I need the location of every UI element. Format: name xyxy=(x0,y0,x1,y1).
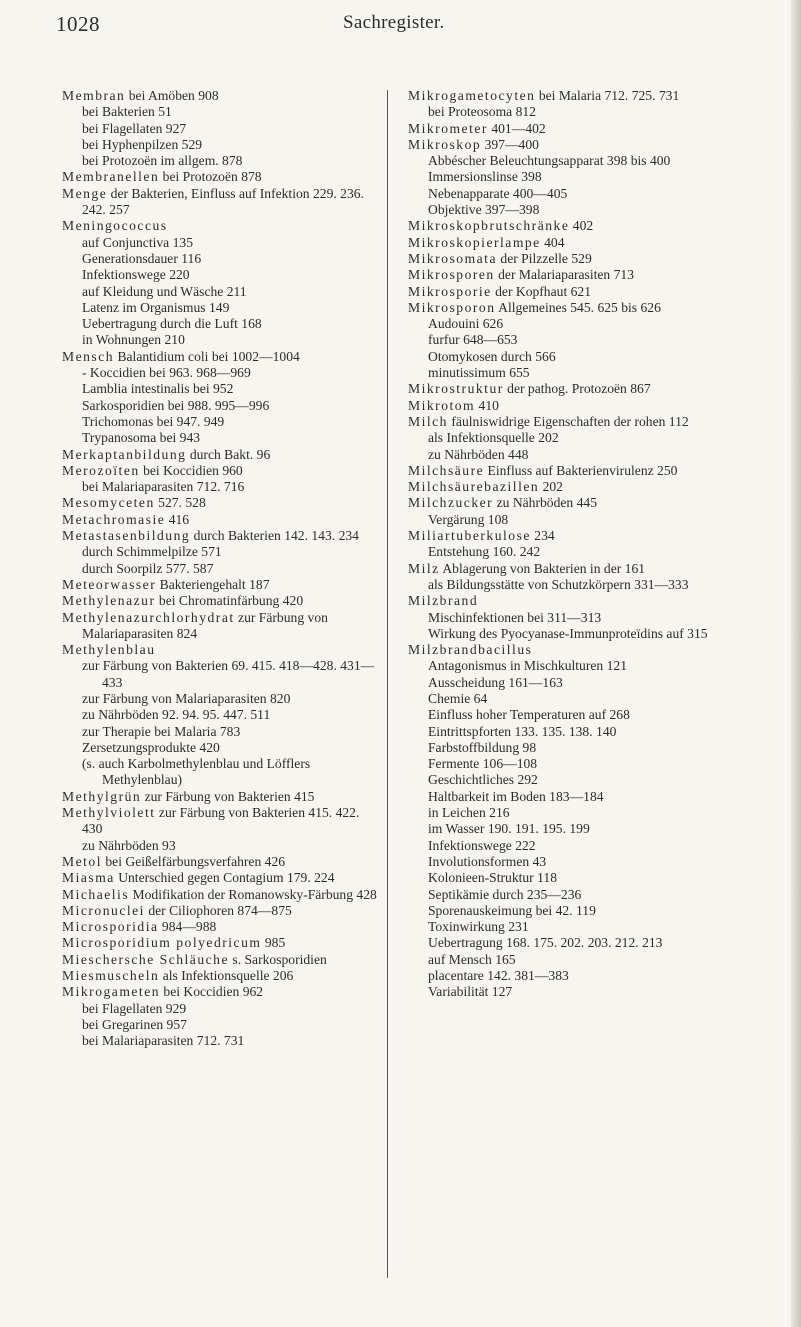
index-headword: Miasma xyxy=(62,870,115,886)
index-headword: Mikrogametocyten xyxy=(408,88,536,103)
index-entry-text: Uebertragung 168. 175. 202. 203. 212. 213 xyxy=(428,935,663,951)
index-subentry xyxy=(62,414,380,430)
index-entry-text: zur Färbung von Bakterien 415 xyxy=(141,788,315,804)
index-entry-text: der Ciliophoren 874—875 xyxy=(144,902,292,918)
index-headword: Microsporidium polyedricum xyxy=(62,935,262,951)
page-number: 1028 xyxy=(56,12,100,36)
index-entry-text: zur Färbung von Bakterien 69. 415. 418—428. 431—433 xyxy=(82,658,375,690)
index-subentry xyxy=(408,935,748,951)
index-entry xyxy=(62,870,380,886)
index-entry-text: zu Nährböden 445 xyxy=(493,495,598,511)
index-entry-text: bei Koccidien 960 xyxy=(139,462,243,478)
index-entry-text: der Bakterien, Einfluss auf Infektion 229. 236. 242. 257 xyxy=(82,185,364,218)
index-entry-text: der Pilzzelle 529 xyxy=(497,250,592,266)
index-entry-text: Farbstoffbildung 98 xyxy=(428,739,537,755)
index-subentry xyxy=(62,235,380,251)
index-entry-text: bei Hyphenpilzen 529 xyxy=(82,136,203,152)
index-entry-text: bei Bakterien 51 xyxy=(82,104,172,120)
index-headword: Mesomyceten xyxy=(62,495,155,511)
index-entry-text: bei Proteosoma 812 xyxy=(428,104,536,120)
index-subentry xyxy=(408,332,748,348)
index-headword: Milch xyxy=(408,413,448,429)
index-entry-text: Antagonismus in Mischkulturen 121 xyxy=(428,658,627,674)
index-subentry xyxy=(62,137,380,153)
index-entry xyxy=(62,495,380,511)
page-title: Sachregister. xyxy=(343,12,445,33)
index-entry-text: (s. auch Karbolmethylenblau und Löfflers Methylenblau) xyxy=(82,756,311,788)
index-subentry xyxy=(62,332,380,348)
index-entry-text: auf Conjunctiva 135 xyxy=(82,234,193,250)
index-entry-text: bei Flagellaten 927 xyxy=(82,120,187,136)
index-headword: Micronuclei xyxy=(62,902,145,918)
index-entry-text: bei Protozoën 878 xyxy=(159,169,262,185)
index-entry-text: als Bildungsstätte von Schutzkörpern 331—333 xyxy=(428,576,689,592)
index-entry-text: Eintrittspforten 133. 135. 138. 140 xyxy=(428,723,617,739)
index-entry-text: Entstehung 160. 242 xyxy=(428,544,541,560)
index-entry xyxy=(408,235,748,251)
index-entry xyxy=(62,805,380,838)
index-headword: Merozoïten xyxy=(62,462,140,478)
index-subentry xyxy=(408,724,748,740)
index-subentry xyxy=(62,104,380,120)
index-entry-text: zu Nährböden 448 xyxy=(428,446,529,462)
index-entry xyxy=(408,381,748,397)
index-entry-text: 410 xyxy=(475,397,499,413)
index-subentry xyxy=(408,577,748,593)
index-entry-text: bei Malariaparasiten 712. 716 xyxy=(82,479,245,495)
index-subentry xyxy=(62,1001,380,1017)
index-subentry xyxy=(408,104,748,120)
index-entry-text: bei Protozoën im allgem. 878 xyxy=(82,153,243,169)
index-entry-text: Vergärung 108 xyxy=(428,511,509,527)
index-entry-text: Infektionswege 222 xyxy=(428,837,536,853)
index-entry xyxy=(408,218,748,234)
index-entry xyxy=(62,186,380,219)
index-entry xyxy=(408,463,748,479)
index-entry-text: Involutionsformen 43 xyxy=(428,853,547,869)
index-entry xyxy=(408,121,748,137)
index-subentry xyxy=(408,740,748,756)
index-entry-text: Uebertragung durch die Luft 168 xyxy=(82,316,262,332)
index-subentry xyxy=(62,707,380,723)
index-subentry xyxy=(62,756,380,789)
index-entry-text: bei Malariaparasiten 712. 731 xyxy=(82,1033,245,1049)
index-entry-text: s. Sarkosporidien xyxy=(229,951,327,967)
index-headword: Meningococcus xyxy=(62,218,168,234)
index-entry-text: der pathog. Protozoën 867 xyxy=(503,381,651,397)
index-subentry xyxy=(408,919,748,935)
index-entry-text: Abbéscher Beleuchtungsapparat 398 bis 400 xyxy=(428,153,671,169)
index-entry xyxy=(408,528,748,544)
index-subentry xyxy=(62,153,380,169)
index-subentry xyxy=(62,251,380,267)
index-subentry xyxy=(62,267,380,283)
index-headword: Mikrosomata xyxy=(408,250,497,266)
index-entry-text: bei Koccidien 962 xyxy=(160,984,264,1000)
index-entry xyxy=(62,952,380,968)
index-entry-text: Einfluss auf Bakterienvirulenz 250 xyxy=(484,462,678,478)
index-entry xyxy=(62,854,380,870)
index-entry-text: in Leichen 216 xyxy=(428,805,510,821)
index-entry-text: 234 xyxy=(530,528,555,544)
index-entry-text: Zersetzungsprodukte 420 xyxy=(82,739,220,755)
index-headword: Methylgrün xyxy=(62,788,142,804)
index-entry xyxy=(62,512,380,528)
index-headword: Methylenazur xyxy=(62,593,156,609)
index-entry-text: der Kopfhaut 621 xyxy=(491,283,592,299)
index-headword: Membran xyxy=(62,88,126,103)
index-entry-text: der Malariaparasiten 713 xyxy=(494,267,635,283)
index-entry xyxy=(408,300,748,316)
index-subentry xyxy=(408,756,748,772)
index-entry-text: 416 xyxy=(165,511,190,527)
index-entry xyxy=(408,267,748,283)
index-entry xyxy=(62,789,380,805)
index-headword: Mikrotom xyxy=(408,397,476,413)
index-headword: Miesmuscheln xyxy=(62,968,160,984)
index-subentry xyxy=(408,153,748,169)
index-headword: Mikrosporen xyxy=(408,267,495,283)
index-entry-text: zur Färbung von Malariaparasiten 824 xyxy=(82,609,328,641)
index-entry-text: zu Nährböden 92. 94. 95. 447. 511 xyxy=(82,707,271,723)
index-entry-text: auf Kleidung und Wäsche 211 xyxy=(82,283,247,299)
index-subentry xyxy=(62,1017,380,1033)
index-subentry xyxy=(408,854,748,870)
index-subentry xyxy=(62,381,380,397)
index-entry xyxy=(408,251,748,267)
index-headword: Milchsäure xyxy=(408,462,485,478)
index-headword: Mikrogameten xyxy=(62,984,161,1000)
index-subentry xyxy=(408,968,748,984)
index-subentry xyxy=(408,903,748,919)
index-headword: Mikrosporie xyxy=(408,283,492,299)
index-entry xyxy=(62,903,380,919)
index-subentry xyxy=(408,610,748,626)
index-entry xyxy=(408,479,748,495)
index-entry-text: Septikämie durch 235—236 xyxy=(428,886,582,902)
index-entry-text: Ablagerung von Bakterien in der 161 xyxy=(439,560,646,576)
index-subentry xyxy=(408,169,748,185)
index-entry-text: 985 xyxy=(261,935,286,951)
index-entry-text: bei Flagellaten 929 xyxy=(82,1000,187,1016)
index-entry-text: minutissimum 655 xyxy=(428,365,530,381)
index-entry-text: bei Malaria 712. 725. 731 xyxy=(535,88,680,103)
index-entry xyxy=(62,88,380,104)
index-headword: Mikrosporon xyxy=(408,299,496,315)
index-headword: Mikroskopbrutschränke xyxy=(408,218,570,234)
index-entry-text: Sporenauskeimung bei 42. 119 xyxy=(428,902,596,918)
index-entry xyxy=(62,218,380,234)
index-headword: Milzbrand xyxy=(408,593,479,609)
index-headword: Mikrostruktur xyxy=(408,381,504,397)
index-entry-text: durch Schimmelpilze 571 xyxy=(82,544,222,560)
index-entry-text: zur Therapie bei Malaria 783 xyxy=(82,723,241,739)
index-subentry xyxy=(408,952,748,968)
index-entry xyxy=(62,528,380,544)
index-entry xyxy=(408,593,748,609)
index-entry xyxy=(62,349,380,365)
index-subentry xyxy=(408,772,748,788)
index-entry-text: 401—402 xyxy=(487,120,546,136)
index-headword: Metol xyxy=(62,853,102,869)
index-headword: Mensch xyxy=(62,348,115,364)
index-headword: Milchzucker xyxy=(408,495,494,511)
index-entry xyxy=(62,919,380,935)
index-entry xyxy=(408,284,748,300)
index-headword: Metachromasie xyxy=(62,511,166,527)
index-subentry xyxy=(408,430,748,446)
index-entry xyxy=(62,887,380,903)
index-entry-text: Allgemeines 545. 625 bis 626 xyxy=(495,299,661,315)
index-entry xyxy=(408,561,748,577)
index-entry xyxy=(62,463,380,479)
index-entry-text: Objektive 397—398 xyxy=(428,202,540,218)
index-entry-text: Otomykosen durch 566 xyxy=(428,348,556,364)
index-subentry xyxy=(408,349,748,365)
index-subentry xyxy=(62,838,380,854)
index-entry xyxy=(62,984,380,1000)
index-column-right xyxy=(408,88,748,1001)
index-headword: Milz xyxy=(408,560,440,576)
index-entry xyxy=(62,577,380,593)
index-entry-text: Balantidium coli bei 1002—1004 xyxy=(114,348,300,364)
index-subentry xyxy=(62,740,380,756)
index-entry-text: zur Färbung von Malariaparasiten 820 xyxy=(82,690,291,706)
index-entry-text: 402 xyxy=(569,218,594,234)
index-subentry xyxy=(62,121,380,137)
index-entry-text: 404 xyxy=(540,234,565,250)
index-entry-text: Chemie 64 xyxy=(428,690,488,706)
index-subentry xyxy=(408,805,748,821)
index-entry-text: Trypanosoma bei 943 xyxy=(82,430,201,446)
index-subentry xyxy=(408,658,748,674)
index-entry xyxy=(62,169,380,185)
index-entry xyxy=(408,137,748,153)
index-entry-text: 527. 528 xyxy=(154,495,206,511)
index-headword: Metastasenbildung xyxy=(62,528,191,544)
index-entry-text: Toxinwirkung 231 xyxy=(428,919,529,935)
index-headword: Mieschersche Schläuche xyxy=(62,951,229,967)
index-entry-text: Modifikation der Romanowsky-Färbung 428 xyxy=(129,886,377,902)
index-headword: Mikroskopierlampe xyxy=(408,234,541,250)
index-subentry xyxy=(408,365,748,381)
index-entry xyxy=(62,447,380,463)
index-subentry xyxy=(408,202,748,218)
index-entry-text: 397—400 xyxy=(481,136,539,152)
index-entry-text: furfur 648—653 xyxy=(428,332,518,348)
index-entry-text: Audouini 626 xyxy=(428,316,504,332)
index-subentry xyxy=(62,365,380,381)
index-headword: Microsporidia xyxy=(62,919,159,935)
page-edge-shadow xyxy=(791,0,801,1327)
index-entry-text: Bakteriengehalt 187 xyxy=(156,576,270,592)
index-headword: Mikroskop xyxy=(408,136,482,152)
index-subentry xyxy=(408,512,748,528)
index-entry xyxy=(62,610,380,643)
index-entry-text: durch Bakterien 142. 143. 234 xyxy=(190,528,359,544)
index-entry-text: 202 xyxy=(539,479,563,495)
index-headword: Miliartuberkulose xyxy=(408,528,531,544)
index-subentry xyxy=(62,300,380,316)
index-subentry xyxy=(62,724,380,740)
index-headword: Milzbrandbacillus xyxy=(408,642,533,658)
index-headword: Michaelis xyxy=(62,886,130,902)
index-entry-text: Mischinfektionen bei 311—313 xyxy=(428,609,602,625)
index-headword: Methylenazurchlorhydrat xyxy=(62,609,235,625)
index-headword: Membranellen xyxy=(62,169,160,185)
column-divider xyxy=(387,90,388,1278)
index-subentry xyxy=(408,789,748,805)
index-subentry xyxy=(408,691,748,707)
index-entry-text: Generationsdauer 116 xyxy=(82,250,202,266)
index-entry xyxy=(408,642,748,658)
index-entry-text: Immersionslinse 398 xyxy=(428,169,542,185)
index-subentry xyxy=(62,691,380,707)
index-entry xyxy=(408,88,748,104)
index-headword: Merkaptanbildung xyxy=(62,446,187,462)
index-entry-text: bei Chromatinfärbung 420 xyxy=(155,593,304,609)
index-entry-text: Einfluss hoher Temperaturen auf 268 xyxy=(428,707,630,723)
index-entry-text: in Wohnungen 210 xyxy=(82,332,185,348)
index-subentry xyxy=(62,544,380,560)
index-entry xyxy=(408,495,748,511)
index-entry xyxy=(408,398,748,414)
index-subentry xyxy=(408,887,748,903)
index-headword: Milchsäurebazillen xyxy=(408,479,540,495)
index-entry xyxy=(62,935,380,951)
index-entry-text: Lamblia intestinalis bei 952 xyxy=(82,381,234,397)
index-entry-text: fäulniswidrige Eigenschaften der rohen 112 xyxy=(447,413,689,429)
index-subentry xyxy=(408,870,748,886)
index-entry-text: Ausscheidung 161—163 xyxy=(428,674,563,690)
index-subentry xyxy=(408,821,748,837)
index-entry xyxy=(408,414,748,430)
index-entry-text: Trichomonas bei 947. 949 xyxy=(82,413,225,429)
index-subentry xyxy=(408,447,748,463)
index-entry-text: zur Färbung von Bakterien 415. 422. 430 xyxy=(82,805,360,837)
index-entry-text: bei Gregarinen 957 xyxy=(82,1016,187,1032)
index-entry-text: 984—988 xyxy=(158,919,217,935)
index-entry-text: im Wasser 190. 191. 195. 199 xyxy=(428,821,590,837)
index-entry-text: - Koccidien bei 963. 968—969 xyxy=(82,365,251,381)
index-subentry xyxy=(408,544,748,560)
index-entry-text: zu Nährböden 93 xyxy=(82,837,176,853)
index-entry-text: auf Mensch 165 xyxy=(428,951,516,967)
index-subentry xyxy=(62,284,380,300)
index-subentry xyxy=(408,186,748,202)
index-headword: Meteorwasser xyxy=(62,576,157,592)
index-entry-text: Variabilität 127 xyxy=(428,984,513,1000)
index-entry-text: durch Soorpilz 577. 587 xyxy=(82,560,214,576)
index-headword: Menge xyxy=(62,185,108,201)
index-entry-text: Kolonieen-Struktur 118 xyxy=(428,870,557,886)
index-subentry xyxy=(408,984,748,1000)
index-subentry xyxy=(408,626,748,642)
index-subentry xyxy=(62,430,380,446)
index-subentry xyxy=(408,838,748,854)
index-entry xyxy=(62,642,380,658)
index-entry-text: als Infektionsquelle 206 xyxy=(159,968,294,984)
index-subentry xyxy=(62,316,380,332)
index-entry xyxy=(62,593,380,609)
index-entry-text: Infektionswege 220 xyxy=(82,267,190,283)
index-entry xyxy=(62,968,380,984)
index-entry-text: Sarkosporidien bei 988. 995—996 xyxy=(82,397,270,413)
index-entry-text: als Infektionsquelle 202 xyxy=(428,430,559,446)
index-entry-text: bei Geißelfärbungsverfahren 426 xyxy=(101,853,286,869)
index-subentry xyxy=(62,561,380,577)
index-subentry xyxy=(62,479,380,495)
index-entry-text: bei Amöben 908 xyxy=(125,88,219,103)
index-column-left xyxy=(62,88,380,1050)
index-entry-text: durch Bakt. 96 xyxy=(186,446,271,462)
index-subentry xyxy=(408,675,748,691)
index-headword: Methylenblau xyxy=(62,642,156,658)
index-headword: Methylviolett xyxy=(62,805,156,821)
index-entry-text: Geschichtliches 292 xyxy=(428,772,538,788)
index-entry-text: placentare 142. 381—383 xyxy=(428,968,569,984)
index-subentry xyxy=(62,1033,380,1049)
index-entry-text: Latenz im Organismus 149 xyxy=(82,299,230,315)
index-subentry xyxy=(408,707,748,723)
index-subentry xyxy=(408,316,748,332)
index-subentry xyxy=(62,398,380,414)
index-entry-text: Unterschied gegen Contagium 179. 224 xyxy=(114,870,335,886)
index-entry-text: Wirkung des Pyocyanase-Immunproteïdins auf 315 xyxy=(428,625,708,641)
index-headword: Mikrometer xyxy=(408,120,488,136)
index-entry-text: Haltbarkeit im Boden 183—184 xyxy=(428,788,604,804)
index-entry-text: Fermente 106—108 xyxy=(428,756,538,772)
index-subentry xyxy=(62,658,380,691)
index-entry-text: Nebenapparate 400—405 xyxy=(428,185,568,201)
